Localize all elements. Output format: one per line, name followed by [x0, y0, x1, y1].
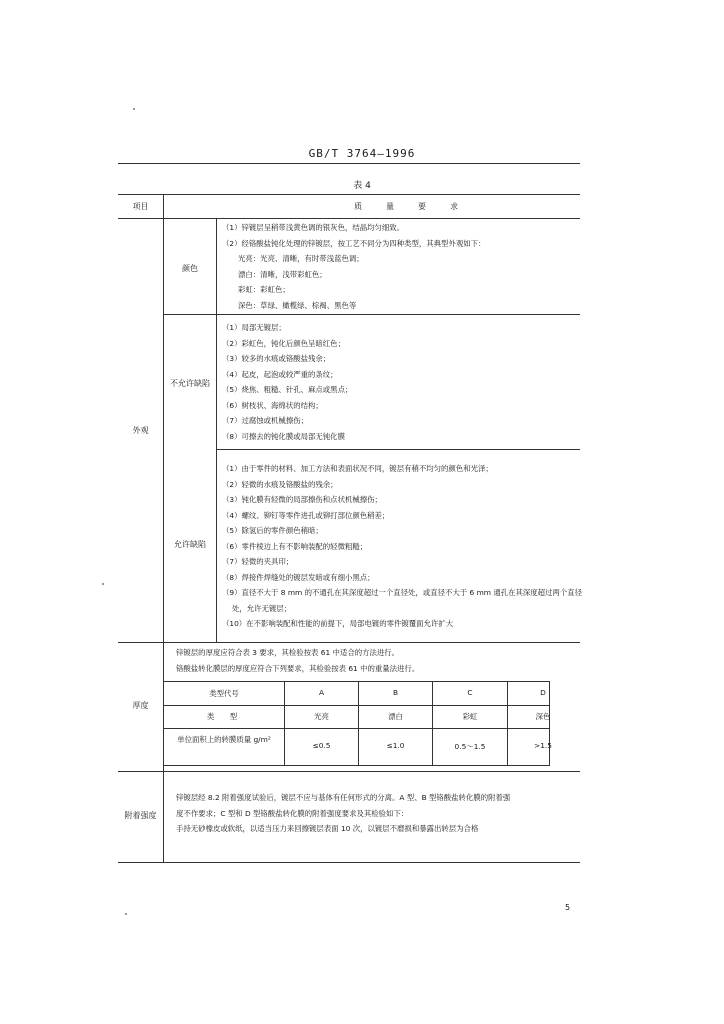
- cell-mass-c: 0.5～1.5: [454, 742, 486, 751]
- color-bottom-rule: [163, 314, 580, 315]
- thickness-text: [176, 645, 419, 676]
- defect-line: （4）起皮，起泡或较严重的条纹；: [222, 369, 338, 379]
- cell-code-a: A: [318, 688, 325, 697]
- cell-code-c: C: [467, 688, 473, 697]
- allowed-line: （3）钝化膜有轻微的局部擦伤和点状机械擦伤；: [222, 495, 382, 504]
- adhesion-text: [176, 790, 510, 837]
- subtable-rule: [163, 728, 550, 729]
- thickness-line: 铬酸盐转化膜层的厚度应符合下列要求，其检验按表 61 中的重量法进行。: [176, 663, 420, 673]
- cell-mass-d: >1.5: [534, 741, 552, 750]
- color-line: 彩虹：彩虹色；: [238, 285, 290, 294]
- subtable-rule: [163, 705, 550, 706]
- not-allowed-defects-label: 不允许缺陷: [170, 379, 210, 388]
- defect-line: （6）树枝状、海绵状的结构；: [222, 400, 323, 410]
- adhesion-line: 手持无砂橡皮或软纸，以适当压力来回擦镀层表面 10 次，以镀层不磨损和暴露出转层为合格: [176, 824, 479, 833]
- not-allowed-defects-list: [222, 320, 352, 444]
- allowed-line: （1）由于零件的材料、加工方法和表面状况不同，镀层有稍不均匀的颜色和光泽；: [222, 464, 493, 473]
- cell-type-b: 漂白: [388, 712, 403, 721]
- not-allowed-bottom-rule: [216, 449, 580, 450]
- thickness-bottom-rule: [118, 771, 580, 772]
- header-rule: [118, 163, 580, 164]
- color-line: 漂白：清晰，浅带彩虹色；: [238, 269, 327, 279]
- scan-speck: [133, 108, 135, 110]
- thickness-label: 厚度: [132, 701, 149, 710]
- page-number: 5: [565, 903, 571, 912]
- table-top-rule: [118, 194, 580, 195]
- color-line: （2）经铬酸盐钝化处理的锌镀层，按工艺不同分为四种类型，其典型外观如下：: [222, 238, 486, 248]
- header-bottom-rule: [118, 218, 580, 219]
- row-header-mass: 单位面积上的转膜质量 g/m²: [177, 735, 271, 744]
- allowed-line: （7）轻微的夹具印；: [222, 557, 294, 566]
- color-requirements: [222, 220, 485, 313]
- defect-line: （7）过腐蚀或机械擦伤；: [222, 416, 309, 425]
- defect-line: （2）彩虹色，钝化后颜色呈暗红色；: [222, 338, 345, 348]
- allowed-defects-list: [222, 461, 584, 632]
- row-header-type: 类 型: [206, 712, 242, 721]
- adhesion-line: 锌镀层经 8.2 附着强度试验后，镀层不应与基体有任何形式的分离。A 型、B 型铬酸盐转化膜的附着强: [176, 793, 511, 802]
- standard-code: GB/T 3764—1996: [308, 147, 416, 160]
- scan-speck: [102, 583, 104, 585]
- defect-line: （1）局部无镀层；: [222, 323, 286, 332]
- allowed-line: （6）零件棱边上有不影响装配的轻微粗糙；: [222, 541, 368, 551]
- subtable-rule: [163, 765, 550, 766]
- cell-code-b: B: [392, 688, 399, 697]
- color-line: 深色：草绿、橄榄绿、棕褐、黑色等: [238, 300, 357, 310]
- allowed-line: （9）直径不大于 8 mm 的不通孔在其深度超过一个直径处，或直径不大于 6 mm 通孔在其深度超过两个直径处，允许无镀层；: [222, 588, 583, 613]
- scan-speck: [125, 913, 127, 915]
- defect-line: （5）烧焦、粗糙、针孔、麻点或黑点；: [222, 385, 353, 394]
- adhesion-label: 附着强度: [124, 811, 157, 820]
- cell-mass-b: ≤1.0: [386, 741, 405, 750]
- allowed-defects-label: 允许缺陷: [174, 540, 206, 549]
- table-caption: 表 4: [353, 181, 371, 191]
- color-line: 光亮：光亮、清晰，有时带浅蓝色调；: [238, 254, 364, 263]
- thickness-line: 锌镀层的厚度应符合表 3 要求，其检验按表 61 中适合的方法进行。: [176, 648, 400, 657]
- row-header-code: 类型代号: [209, 689, 239, 698]
- cell-type-d: 深色: [535, 712, 551, 721]
- table-bottom-rule: [118, 862, 580, 863]
- color-line: （1）锌镀层呈稍带浅黄色调的银灰色，结晶均匀细致。: [222, 223, 405, 232]
- defect-line: （3）较多的水痕或铬酸盐残余；: [222, 354, 331, 363]
- cell-mass-a: ≤0.5: [312, 741, 331, 750]
- allowed-line: （10）在不影响装配和性能的前提下，局部电镀的零件镀覆面允许扩大: [222, 619, 454, 628]
- allowed-line: （2）轻微的水痕及铬酸盐的残余；: [222, 479, 338, 489]
- column-header-requirements: 质 量 要 求: [354, 202, 466, 211]
- appearance-bottom-rule: [118, 642, 580, 643]
- allowed-line: （5）除氢后的零件颜色稍暗；: [222, 526, 323, 535]
- subtable-rule: [163, 681, 550, 682]
- allowed-line: （8）焊接件焊缝处的镀层发暗或有细小黑点；: [222, 572, 375, 582]
- cell-code-d: D: [540, 688, 546, 697]
- allowed-line: （4）螺纹、铆钉等零件进孔或铆打部位颜色稍差；: [222, 510, 390, 520]
- color-label: 颜色: [182, 264, 198, 273]
- cell-type-a: 光亮: [314, 712, 329, 721]
- defect-line: （8）可擦去的钝化膜或局部无钝化膜: [222, 431, 345, 441]
- appearance-label: 外观: [132, 426, 149, 435]
- column-header-item: 项目: [132, 202, 149, 211]
- cell-type-c: 彩虹: [462, 712, 478, 721]
- adhesion-line: 度不作要求；C 型和 D 型铬酸盐转化膜的附着强度要求及其检验如下：: [176, 808, 409, 818]
- subitem-column-divider: [216, 218, 217, 642]
- item-column-divider: [163, 194, 164, 862]
